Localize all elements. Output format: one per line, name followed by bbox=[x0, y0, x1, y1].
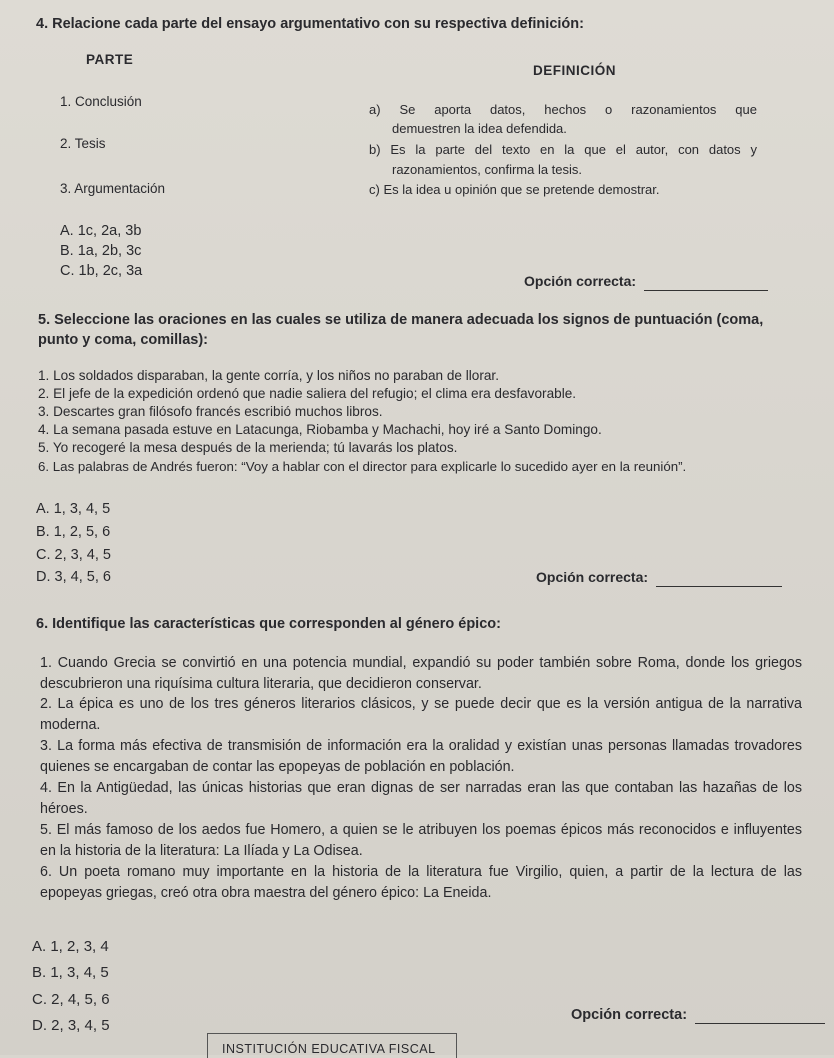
q6-option-c: C. 2, 4, 5, 6 bbox=[32, 991, 110, 1008]
q4-def-c: c) Es la idea u opinión que se pretende demostrar. bbox=[369, 182, 660, 197]
q4-def-b-line1: b) Es la parte del texto en la que el autor, con datos y bbox=[369, 142, 757, 157]
q4-col-parte: PARTE bbox=[86, 52, 134, 67]
q6-statement-6: 6. Un poeta romano muy importante en la historia de la literatura fue Virgilio, quien, a partir de la lectura de las epopeyas griegas, creó otra obra maestra del género épico: La Eneida. bbox=[40, 864, 802, 901]
q5-statement-1: 1. Los soldados disparaban, la gente corría, y los niños no paraban de llorar. bbox=[38, 368, 499, 383]
q4-col-definicion: DEFINICIÓN bbox=[533, 63, 617, 78]
q6-answer-blank[interactable] bbox=[695, 1009, 825, 1024]
q6-statement-5: 5. El más famoso de los aedos fue Homero, a quien se le atribuyen los poemas épicos más reconocidos e influyentes en la historia de la literatura: La Ilíada y La Odisea. bbox=[40, 822, 802, 859]
q4-part-3: 3. Argumentación bbox=[60, 181, 166, 196]
q5-option-b: B. 1, 2, 5, 6 bbox=[36, 524, 111, 540]
q6-statement-2: 2. La épica es uno de los tres géneros literarios clásicos, y se puede decir que es la versión antigua de la narrativa moderna. bbox=[40, 696, 802, 733]
q5-statement-4: 4. La semana pasada estuve en Latacunga, Riobamba y Machachi, hoy iré a Santo Domingo. bbox=[38, 422, 602, 437]
q5-option-d: D. 3, 4, 5, 6 bbox=[36, 569, 111, 585]
q4-part-2: 2. Tesis bbox=[60, 136, 106, 151]
q5-title-line2: punto y coma, comillas): bbox=[38, 332, 208, 348]
q4-option-b: B. 1a, 2b, 3c bbox=[60, 243, 142, 259]
q4-def-b-line2: razonamientos, confirma la tesis. bbox=[392, 162, 583, 177]
q6-answer bbox=[571, 1006, 825, 1024]
q6-option-b: B. 1, 3, 4, 5 bbox=[32, 964, 109, 981]
q4-option-c: C. 1b, 2c, 3a bbox=[60, 263, 143, 279]
q5-statement-2: 2. El jefe de la expedición ordenó que nadie saliera del refugio; el clima era desfavorable. bbox=[38, 386, 577, 401]
q5-statement-5: 5. Yo recogeré la mesa después de la merienda; tú lavarás los platos. bbox=[38, 440, 458, 455]
q6-statement-3: 3. La forma más efectiva de transmisión de información era la oralidad y existían unas personas llamadas trovadores quienes se encargaban de contar las epopeyas de población en población. bbox=[40, 738, 802, 775]
q6-title: 6. Identifique las características que corresponden al género épico: bbox=[36, 616, 501, 632]
q5-answer bbox=[536, 569, 782, 587]
q4-title: 4. Relacione cada parte del ensayo argumentativo con su respectiva definición: bbox=[36, 16, 584, 32]
q6-option-d: D. 2, 3, 4, 5 bbox=[32, 1017, 110, 1034]
q6-option-a: A. 1, 2, 3, 4 bbox=[32, 938, 109, 955]
footer-institution: INSTITUCIÓN EDUCATIVA FISCAL bbox=[222, 1042, 436, 1056]
q5-answer-label: Opción correcta: bbox=[536, 569, 649, 585]
q4-def-a-line2: demuestren la idea defendida. bbox=[392, 121, 567, 136]
q6-statement-4: 4. En la Antigüedad, las únicas historias que eran dignas de ser narradas eran las que contaban las hazañas de los héroes. bbox=[40, 780, 802, 817]
q5-option-c: C. 2, 3, 4, 5 bbox=[36, 547, 111, 563]
q4-def-a-line1: a) Se aporta datos, hechos o razonamientos que bbox=[369, 102, 757, 117]
q5-title-line1: 5. Seleccione las oraciones en las cuales se utiliza de manera adecuada los signos de puntuación (coma, bbox=[38, 312, 764, 328]
q5-answer-blank[interactable] bbox=[656, 572, 782, 587]
q4-answer-blank[interactable] bbox=[644, 276, 768, 291]
q4-part-1: 1. Conclusión bbox=[60, 94, 142, 109]
q5-option-a: A. 1, 3, 4, 5 bbox=[36, 501, 111, 517]
q6-statement-1: 1. Cuando Grecia se convirtió en una potencia mundial, expandió su poder también sobre Roma, donde los griegos descubrieron una riquísima cultura literaria, que decidieron conservar. bbox=[40, 655, 802, 692]
q4-answer bbox=[524, 273, 768, 291]
q4-answer-label: Opción correcta: bbox=[524, 273, 637, 289]
q5-statement-3: 3. Descartes gran filósofo francés escribió muchos libros. bbox=[38, 404, 383, 419]
q5-statement-6: 6. Las palabras de Andrés fueron: “Voy a hablar con el director para explicarle lo sucedido ayer en la reunión”. bbox=[38, 459, 687, 474]
q4-option-a: A. 1c, 2a, 3b bbox=[60, 223, 142, 239]
q6-answer-label: Opción correcta: bbox=[571, 1007, 688, 1023]
